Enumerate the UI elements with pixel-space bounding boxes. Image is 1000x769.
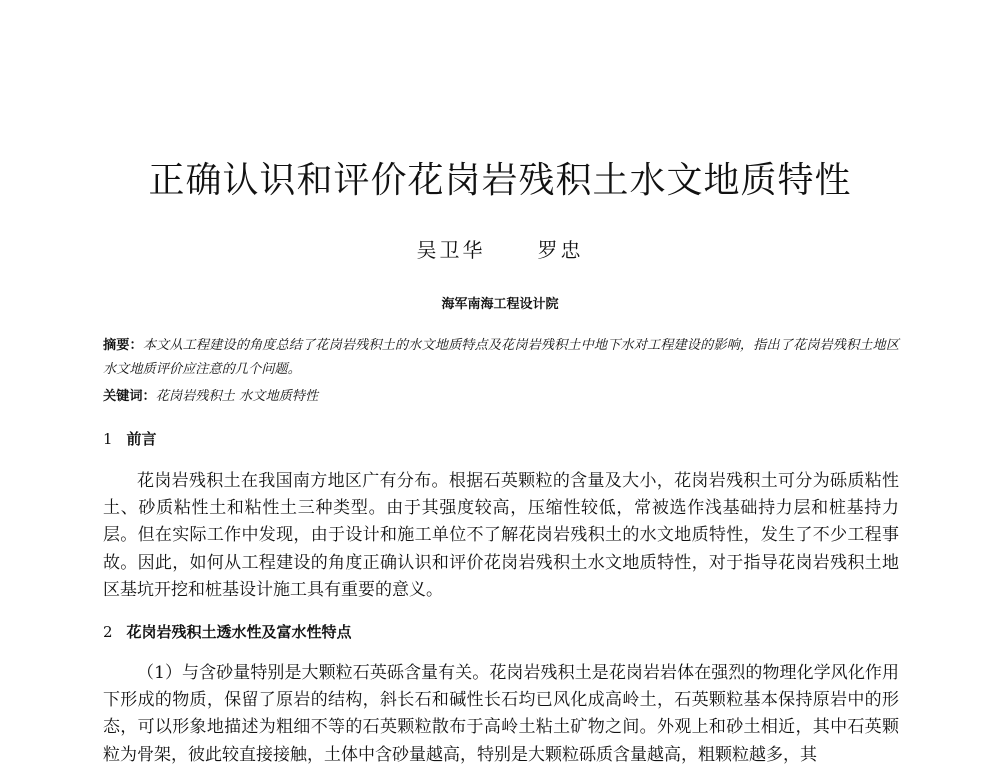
section-title: 前言 bbox=[126, 430, 157, 448]
keywords-label: 关键词： bbox=[103, 389, 156, 404]
abstract bbox=[103, 334, 899, 382]
abstract-label: 摘要： bbox=[103, 338, 143, 353]
section-number: 1 bbox=[103, 430, 113, 448]
abstract-text: 本文从工程建设的角度总结了花岗岩残积土的水文地质特点及花岗岩残积土中地下水对工程建设的影响，指出了花岗岩残积土地区水文地质评价应注意的几个问题。 bbox=[103, 338, 900, 377]
author-name: 罗忠 bbox=[537, 238, 584, 262]
author-name: 吴卫华 bbox=[416, 238, 486, 262]
section-title: 花岗岩残积土透水性及富水性特点 bbox=[126, 623, 352, 641]
keywords-text: 花岗岩残积土 水文地质特性 bbox=[155, 389, 319, 404]
keywords bbox=[103, 387, 318, 407]
body-paragraph: 花岗岩残积土在我国南方地区广有分布。根据石英颗粒的含量及大小，花岗岩残积土可分为砾质粘性土、砂质粘性土和粘性土三种类型。由于其强度较高，压缩性较低，常被选作浅基础持力层和桩基持力层。但在实际工作中发现，由于设计和施工单位不了解花岗岩残积土的水文地质特性，发生了不少工程事故。因此，如何从工程建设的角度正确认识和评价花岗岩残积土水文地质特性，对于指导花岗岩残积土地区基坑开挖和桩基设计施工具有重要的意义。 bbox=[103, 471, 899, 600]
section-number: 2 bbox=[103, 623, 113, 641]
affiliation: 海军南海工程设计院 bbox=[441, 297, 559, 312]
section-heading bbox=[103, 621, 352, 643]
author-list bbox=[0, 236, 1000, 264]
body-paragraph: （1）与含砂量特别是大颗粒石英砾含量有关。花岗岩残积土是花岗岩岩体在强烈的物理化学风化作用下形成的物质，保留了原岩的结构，斜长石和碱性长石均已风化成高岭土，石英颗粒基本保持原岩中的形态，可以形象地描述为粗细不等的石英颗粒散布于高岭土粘土矿物之间。外观上和砂土相近，其中石英颗粒为骨架，彼此较直接接触，土体中含砂量越高，特别是大颗粒砾质含量越高，粗颗粒越多，其 bbox=[103, 663, 899, 765]
paper-title: 正确认识和评价花岗岩残积土水文地质特性 bbox=[148, 160, 852, 201]
section-heading bbox=[103, 428, 157, 450]
